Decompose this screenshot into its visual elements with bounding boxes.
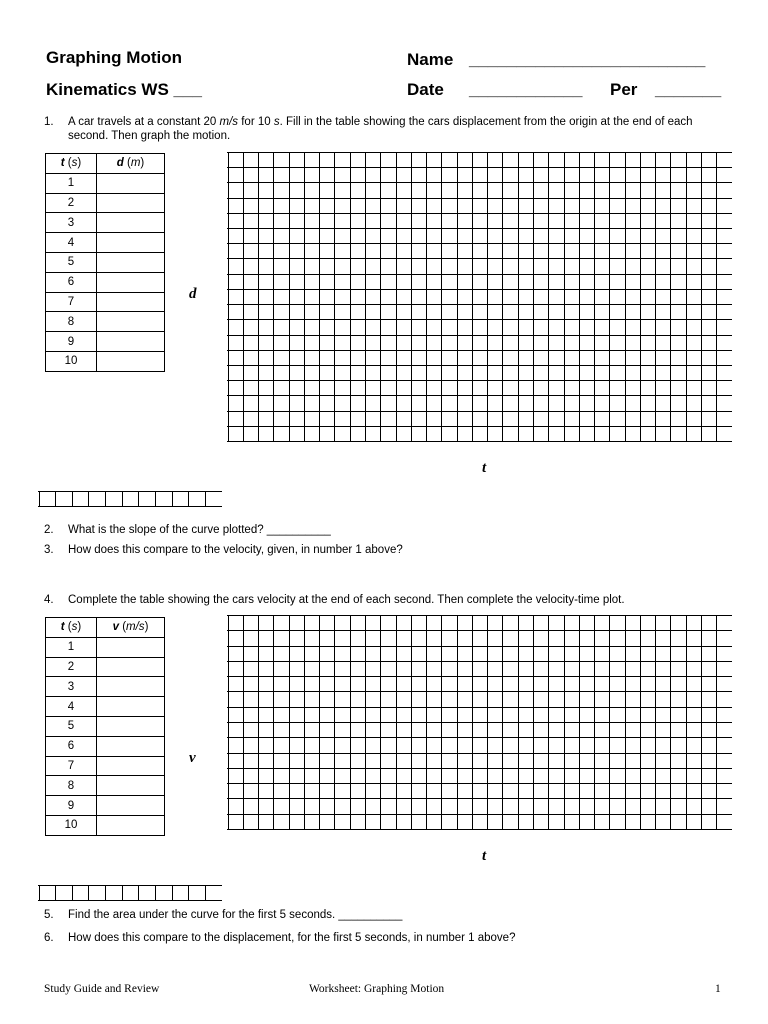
answer-cell[interactable] xyxy=(97,776,165,796)
velocity-time-graph-grid[interactable] xyxy=(227,615,732,830)
question-3-text: How does this compare to the velocity, given, in number 1 above? xyxy=(68,544,403,556)
table-row xyxy=(46,351,165,371)
name-line[interactable]: _________________________ xyxy=(469,50,706,69)
answer-cell[interactable] xyxy=(97,272,165,292)
answer-cell[interactable] xyxy=(97,351,165,371)
time-cell: 10 xyxy=(46,351,97,371)
table-row xyxy=(46,193,165,213)
time-cell: 1 xyxy=(46,173,97,193)
answer-cell[interactable] xyxy=(97,736,165,756)
table-row xyxy=(46,213,165,233)
answer-cell[interactable] xyxy=(97,193,165,213)
question-5-number: 5. xyxy=(44,909,54,921)
time-cell: 4 xyxy=(46,233,97,253)
velocity-column-header: v (m/s) xyxy=(97,618,165,638)
time-cell: 2 xyxy=(46,193,97,213)
time-cell: 9 xyxy=(46,332,97,352)
answer-cell[interactable] xyxy=(97,312,165,332)
time-cell: 4 xyxy=(46,697,97,717)
date-label: Date xyxy=(407,80,444,99)
time-cell: 6 xyxy=(46,736,97,756)
table-row xyxy=(46,657,165,677)
table-row xyxy=(46,637,165,657)
table-row xyxy=(46,272,165,292)
time-cell: 8 xyxy=(46,312,97,332)
time-cell: 8 xyxy=(46,776,97,796)
time-cell: 5 xyxy=(46,716,97,736)
time-column-header: t (s) xyxy=(46,154,97,174)
answer-cell[interactable] xyxy=(97,637,165,657)
question-3-number: 3. xyxy=(44,544,54,556)
question-4-text: Complete the table showing the cars velocity at the end of each second. Then complete the velocity-time plot. xyxy=(68,594,625,606)
question-1-number: 1. xyxy=(44,116,54,128)
table-row xyxy=(46,736,165,756)
answer-cell[interactable] xyxy=(97,677,165,697)
page-number: 1 xyxy=(715,983,721,995)
question-4-number: 4. xyxy=(44,594,54,606)
answer-cell[interactable] xyxy=(97,332,165,352)
table-row xyxy=(46,677,165,697)
period-label: Per xyxy=(610,80,638,99)
table-row xyxy=(46,332,165,352)
time-axis-label-1: t xyxy=(482,460,487,476)
question-6-text: How does this compare to the displacement, for the first 5 seconds, in number 1 above? xyxy=(68,932,516,944)
answer-box-strip-1[interactable] xyxy=(38,491,222,507)
displacement-table xyxy=(45,153,165,372)
answer-cell[interactable] xyxy=(97,756,165,776)
table-row xyxy=(46,796,165,816)
time-cell: 3 xyxy=(46,213,97,233)
answer-cell[interactable] xyxy=(97,213,165,233)
footer-center: Worksheet: Graphing Motion xyxy=(309,983,445,995)
answer-cell[interactable] xyxy=(97,697,165,717)
time-unit: s xyxy=(273,116,280,128)
answer-cell[interactable] xyxy=(97,716,165,736)
answer-cell[interactable] xyxy=(97,252,165,272)
answer-cell[interactable] xyxy=(97,233,165,253)
question-5-text: Find the area under the curve for the first 5 seconds. __________ xyxy=(68,909,403,921)
velocity-table xyxy=(45,617,165,836)
time-cell: 7 xyxy=(46,292,97,312)
answer-cell[interactable] xyxy=(97,815,165,835)
question-1-text: A car travels at a constant 20 m/s for 10 s. Fill in the table showing the cars displacement from the origin at the end of each second. Then graph the motion. xyxy=(68,116,693,142)
time-cell: 5 xyxy=(46,252,97,272)
time-cell: 9 xyxy=(46,796,97,816)
answer-cell[interactable] xyxy=(97,796,165,816)
table-row xyxy=(46,697,165,717)
time-cell: 6 xyxy=(46,272,97,292)
name-label: Name xyxy=(407,50,454,69)
time-column-header: t (s) xyxy=(46,618,97,638)
table-row xyxy=(46,815,165,835)
time-cell: 10 xyxy=(46,815,97,835)
table-row xyxy=(46,312,165,332)
speed-unit: m/s xyxy=(219,116,239,128)
displacement-axis-label: d xyxy=(189,286,197,302)
time-cell: 1 xyxy=(46,637,97,657)
table-row xyxy=(46,233,165,253)
table-row xyxy=(46,716,165,736)
velocity-axis-label: v xyxy=(189,750,196,766)
page-title: Graphing Motion xyxy=(46,48,182,67)
answer-box-strip-2[interactable] xyxy=(38,885,222,901)
displacement-column-header: d (m) xyxy=(97,154,165,174)
table-header-row xyxy=(46,154,165,174)
table-row xyxy=(46,173,165,193)
question-2-number: 2. xyxy=(44,524,54,536)
question-2-text: What is the slope of the curve plotted? __________ xyxy=(68,524,331,536)
table-row xyxy=(46,292,165,312)
answer-cell[interactable] xyxy=(97,657,165,677)
displacement-time-graph-grid[interactable] xyxy=(227,152,732,442)
time-axis-label-2: t xyxy=(482,848,487,864)
answer-cell[interactable] xyxy=(97,173,165,193)
table-row xyxy=(46,776,165,796)
answer-cell[interactable] xyxy=(97,292,165,312)
worksheet-subtitle: Kinematics WS ___ xyxy=(46,80,202,99)
time-cell: 3 xyxy=(46,677,97,697)
question-6-number: 6. xyxy=(44,932,54,944)
period-line[interactable]: _______ xyxy=(655,80,722,99)
date-line[interactable]: ____________ xyxy=(469,80,583,99)
time-cell: 7 xyxy=(46,756,97,776)
table-row xyxy=(46,252,165,272)
table-row xyxy=(46,756,165,776)
time-cell: 2 xyxy=(46,657,97,677)
footer-left: Study Guide and Review xyxy=(44,983,160,995)
table-header-row xyxy=(46,618,165,638)
